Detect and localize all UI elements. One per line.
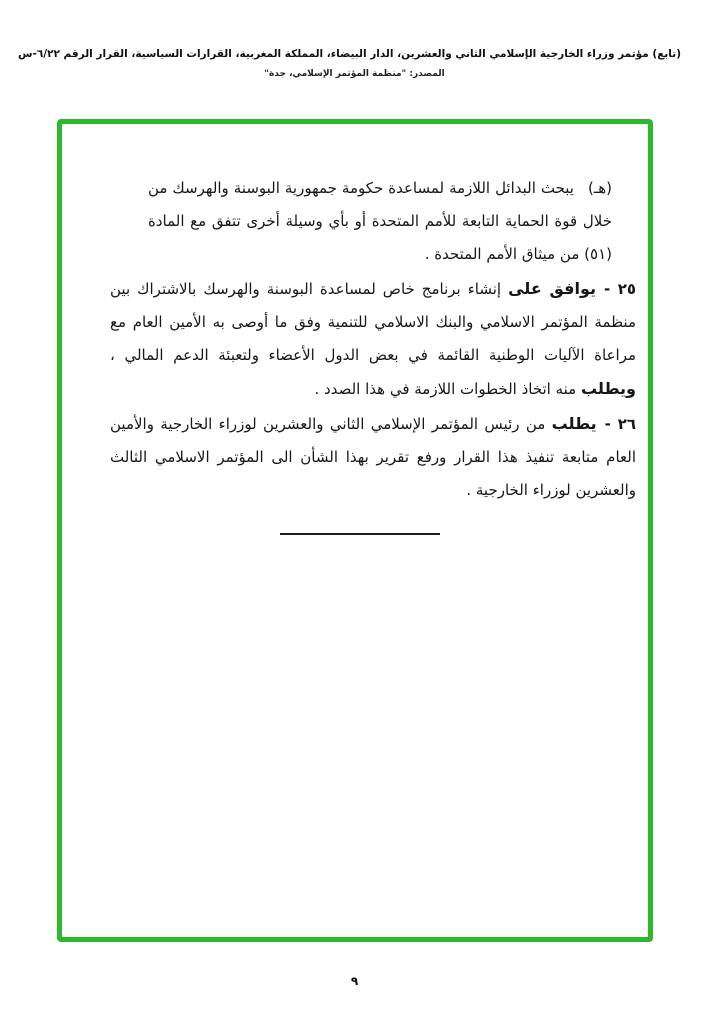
document-body — [110, 172, 636, 535]
item-26-lead-bold: يطلب — [551, 414, 597, 433]
paragraph-item-h — [148, 172, 612, 271]
section-end-divider — [280, 533, 440, 535]
item-25-text-a: إنشاء برنامج خاص لمساعدة البوسنة والهرسك بالاشتراك بين منظمة المؤتمر الاسلامي والبنك الاسلامي للتنمية وفق ما أوصى به الأمين العام مع مراعاة الآليات الوطنية القائمة في بعض الدول الأعضاء ولتعبئة الدعم المالي ، — [110, 280, 636, 364]
item-25-marker: ٢٥ - — [603, 280, 636, 298]
item-h-text: يبحث البدائل اللازمة لمساعدة حكومة جمهورية البوسنة والهرسك من خلال قوة الحماية التابعة للأمم المتحدة أو بأي وسيلة أخرى تتفق مع المادة (٥١) من ميثاق الأمم المتحدة . — [148, 179, 612, 263]
content-border-frame — [57, 119, 653, 942]
item-26-marker: ٢٦ - — [604, 415, 636, 433]
page-number: ٩ — [350, 974, 359, 988]
document-header — [17, 48, 681, 79]
item-25-mid-bold: ويطلب — [580, 379, 636, 398]
header-title-line: (تابع) مؤتمر وزراء الخارجية الإسلامي الثاني والعشرين، الدار البيضاء، المملكة المغربية، القرارات السياسية، القرار الرقم ٦/٢٢-س — [17, 48, 681, 60]
header-source-line: المصدر: "منظمة المؤتمر الإسلامي، جدة" — [264, 69, 445, 79]
item-25-text-b: منه اتخاذ الخطوات اللازمة في هذا الصدد . — [314, 380, 581, 398]
paragraph-item-26 — [110, 407, 636, 507]
paragraph-item-25 — [110, 272, 636, 406]
item-h-marker: (هـ) — [587, 179, 612, 197]
item-25-lead-bold: يوافق على — [508, 279, 596, 298]
item-26-text: من رئيس المؤتمر الإسلامي الثاني والعشرين لوزراء الخارجية والأمين العام متابعة تنفيذ هذا القرار ورفع تقرير بهذا الشأن الى المؤتمر الاسلامي الثالث والعشرين لوزراء الخارجية . — [110, 415, 636, 499]
